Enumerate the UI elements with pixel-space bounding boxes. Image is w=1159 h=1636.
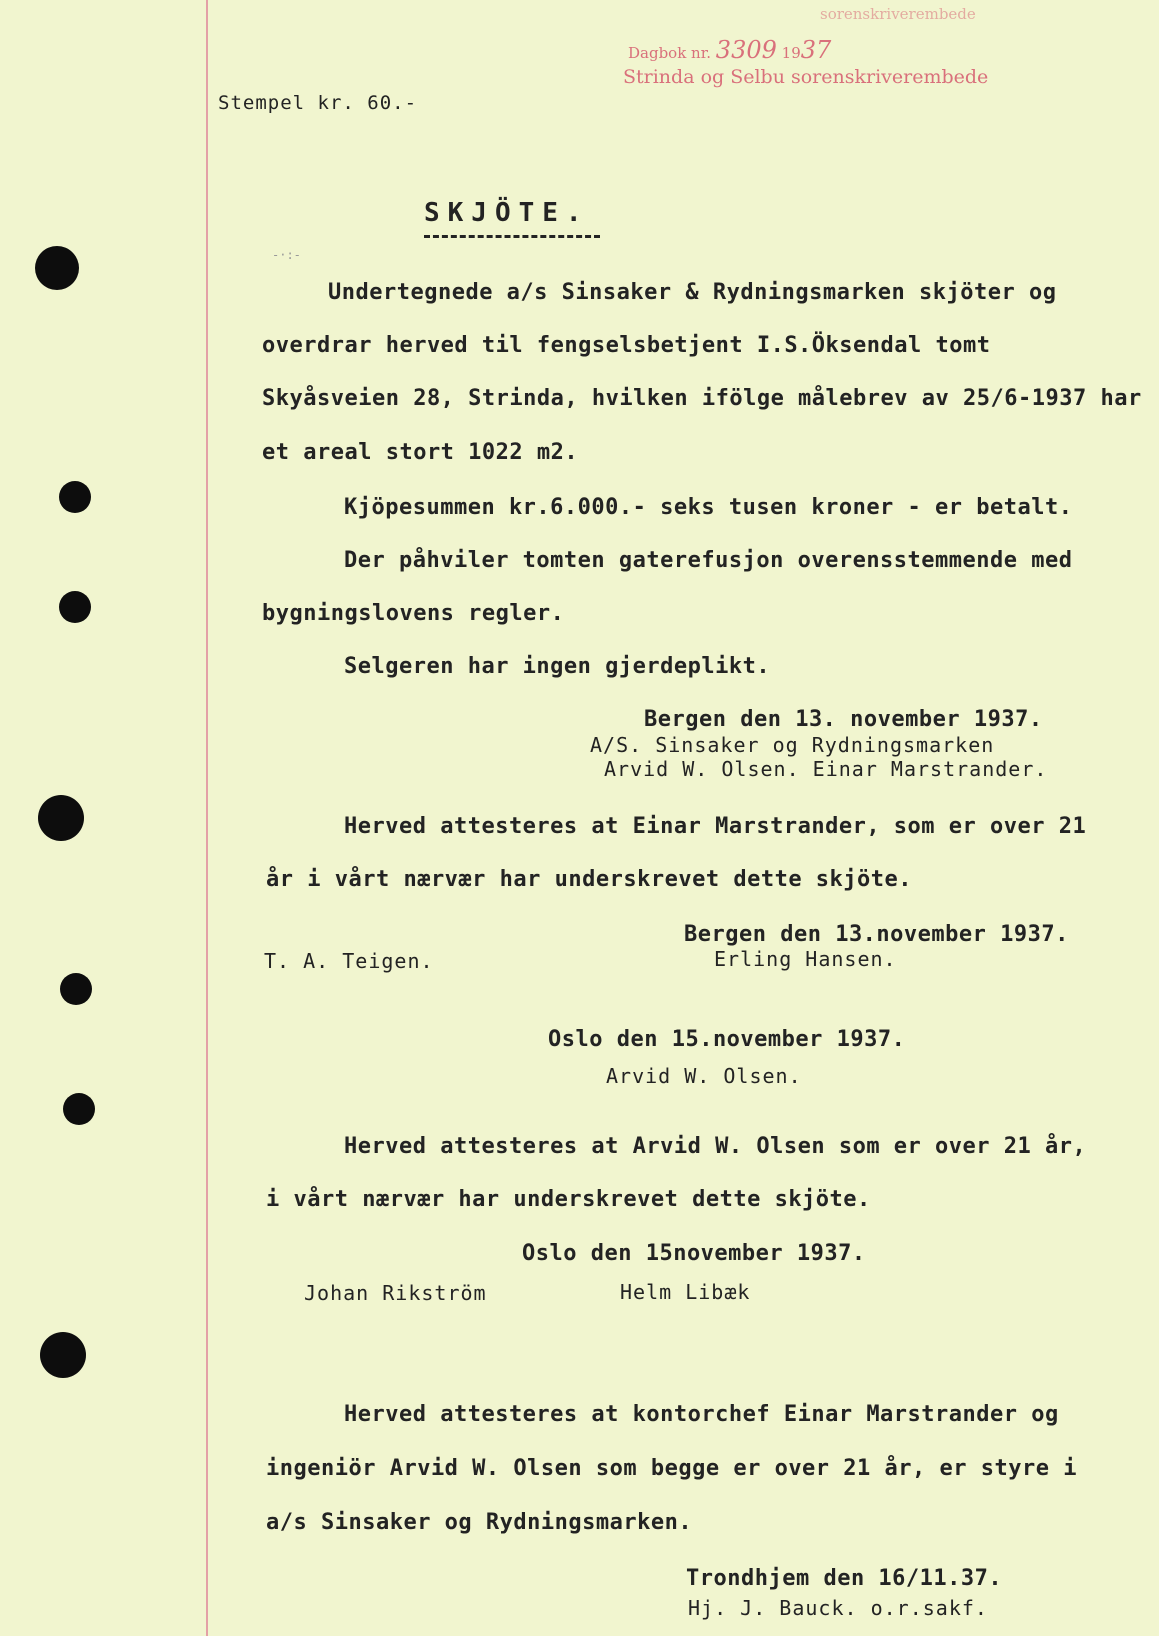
paragraph-line: overdrar herved til fengselsbetjent I.S.Öksendal tomt	[262, 333, 991, 358]
stamp-year-prefix: 19	[781, 44, 801, 62]
paragraph-line: Kjöpesummen kr.6.000.- seks tusen kroner - er betalt.	[344, 495, 1073, 520]
place-date: Oslo den 15november 1937.	[522, 1241, 866, 1266]
faint-mark: -·:-	[272, 248, 301, 262]
company-name: A/S. Sinsaker og Rydningsmarken	[590, 733, 995, 757]
paragraph-line: et areal stort 1022 m2.	[262, 440, 579, 465]
place-date: Oslo den 15.november 1937.	[548, 1027, 906, 1052]
attestation-line: ingeniör Arvid W. Olsen som begge er over 21 år, er styre i	[266, 1456, 1077, 1481]
paragraph-line: bygningslovens regler.	[262, 601, 565, 626]
punch-hole	[35, 246, 79, 290]
registry-stamp-office: Strinda og Selbu sorenskriverembede	[623, 66, 989, 88]
margin-rule	[206, 0, 208, 1636]
title-underline	[424, 235, 600, 238]
punch-hole	[60, 973, 92, 1005]
place-date: Trondhjem den 16/11.37.	[686, 1566, 1003, 1591]
signer: Arvid W. Olsen.	[606, 1064, 802, 1088]
punch-hole	[59, 591, 91, 623]
paragraph-line: Undertegnede a/s Sinsaker & Rydningsmarken skjöter og	[328, 280, 1057, 305]
punch-hole	[38, 795, 84, 841]
place-date: Bergen den 13.november 1937.	[684, 922, 1069, 947]
stamp-faint-text: sorenskriverembede	[820, 5, 976, 23]
punch-hole	[59, 481, 91, 513]
document-title: SKJÖTE.	[424, 198, 590, 228]
attestation-line: a/s Sinsaker og Rydningsmarken.	[266, 1510, 693, 1535]
attestation-line: år i vårt nærvær har underskrevet dette skjöte.	[266, 867, 913, 892]
witness-right: Helm Libæk	[620, 1280, 751, 1304]
stempel-note: Stempel kr. 60.-	[218, 92, 418, 114]
stamp-prefix: Dagbok nr.	[628, 44, 712, 62]
stamp-number: 3309	[715, 36, 777, 64]
place-date: Bergen den 13. november 1937.	[644, 707, 1043, 732]
punch-hole	[63, 1093, 95, 1125]
attestation-line: Herved attesteres at Einar Marstrander, som er over 21	[344, 814, 1087, 839]
punch-hole	[40, 1332, 86, 1378]
witness-right: Erling Hansen.	[714, 947, 897, 971]
witness-left: Johan Rikström	[304, 1281, 487, 1305]
signer: Hj. J. Bauck. o.r.sakf.	[688, 1596, 988, 1620]
attestation-line: Herved attesteres at kontorchef Einar Marstrander og	[344, 1402, 1059, 1427]
paragraph-line: Der påhviler tomten gaterefusjon overensstemmende med	[344, 548, 1073, 573]
stamp-year-suffix: 37	[800, 36, 832, 64]
paragraph-line: Selgeren har ingen gjerdeplikt.	[344, 654, 771, 679]
attestation-line: Herved attesteres at Arvid W. Olsen som er over 21 år,	[344, 1134, 1087, 1159]
attestation-line: i vårt nærvær har underskrevet dette skjöte.	[266, 1187, 871, 1212]
registry-stamp-number	[628, 36, 831, 64]
paragraph-line: Skyåsveien 28, Strinda, hvilken ifölge målebrev av 25/6-1937 har	[262, 386, 1142, 411]
witness-left: T. A. Teigen.	[264, 949, 434, 973]
signers: Arvid W. Olsen. Einar Marstrander.	[604, 757, 1048, 781]
